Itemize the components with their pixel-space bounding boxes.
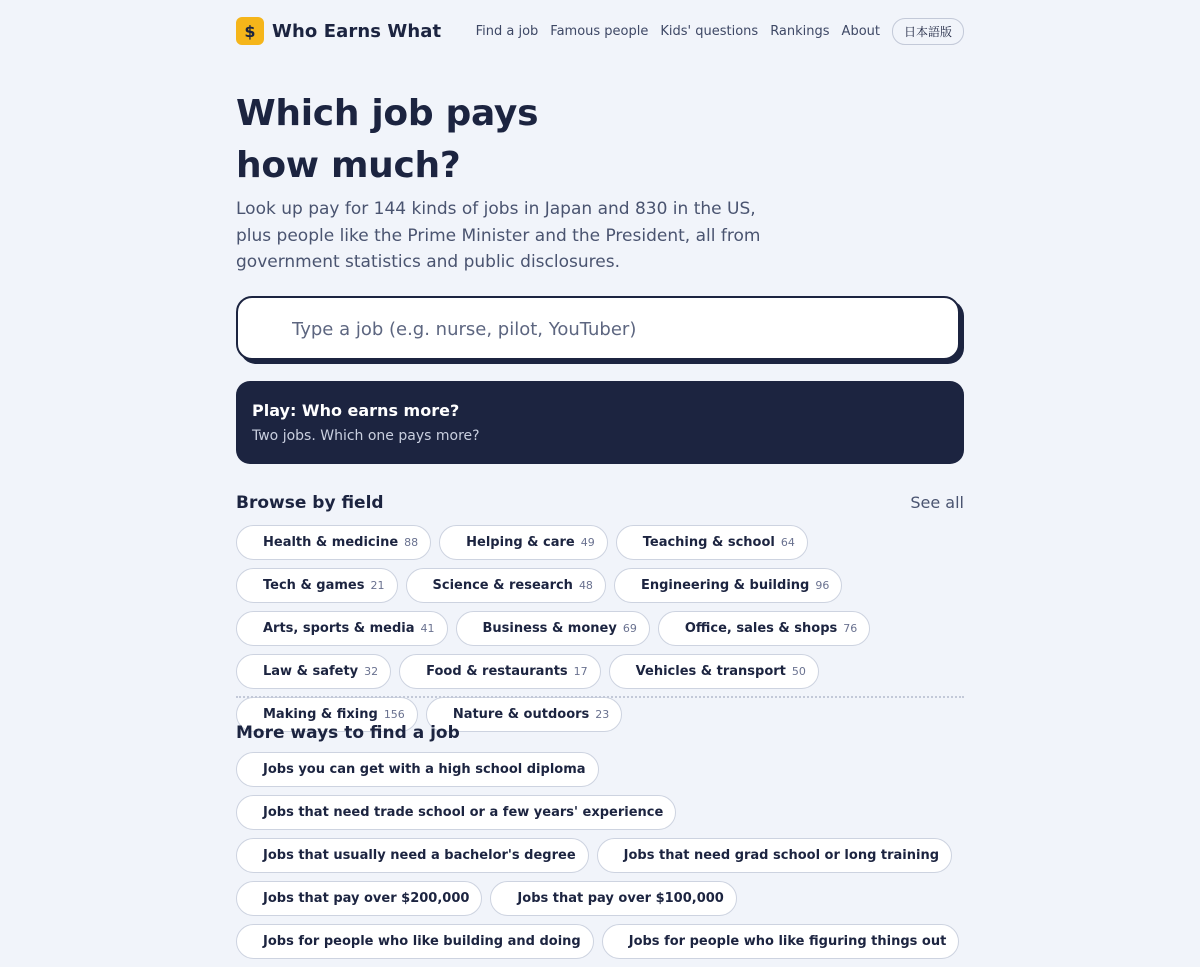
page-title bbox=[236, 88, 538, 192]
chip-count: 88 bbox=[404, 536, 419, 549]
see-all-link[interactable]: See all bbox=[910, 493, 964, 512]
more-chip-trade-school[interactable] bbox=[236, 795, 676, 830]
nav-famous-people[interactable]: Famous people bbox=[550, 24, 649, 39]
chip-label: Helping & care bbox=[466, 535, 575, 550]
more-ways-chip-list bbox=[236, 752, 976, 967]
chip-label: Office, sales & shops bbox=[684, 621, 838, 636]
site-header bbox=[236, 0, 964, 60]
job-search-input[interactable] bbox=[290, 298, 934, 360]
brand-link[interactable] bbox=[236, 17, 441, 45]
chip-label: Science & research bbox=[432, 578, 573, 593]
chip-count: 96 bbox=[815, 579, 830, 592]
chip-count: 64 bbox=[780, 536, 795, 549]
chip-label: Jobs for people who like figuring things out bbox=[628, 934, 947, 949]
chip-label: Food & restaurants bbox=[426, 664, 568, 679]
more-chip-over-200k[interactable] bbox=[236, 881, 482, 916]
nav-about[interactable]: About bbox=[841, 24, 880, 39]
game-title: Play: Who earns more? bbox=[252, 401, 460, 420]
main-nav bbox=[464, 18, 964, 45]
chip-count: 41 bbox=[420, 622, 435, 635]
chip-label: Jobs that usually need a bachelor's degree bbox=[263, 848, 576, 863]
more-chip-figuring-out[interactable] bbox=[602, 924, 960, 959]
field-chip-list bbox=[236, 525, 976, 740]
field-chip-teaching-school[interactable] bbox=[616, 525, 808, 560]
field-chip-vehicles-transport[interactable] bbox=[609, 654, 819, 689]
dollar-logo-icon: $ bbox=[236, 17, 264, 45]
more-ways-title: More ways to find a job bbox=[236, 723, 460, 743]
chip-count: 50 bbox=[791, 665, 806, 678]
chip-label: Arts, sports & media bbox=[263, 621, 415, 636]
chip-label: Teaching & school bbox=[642, 535, 775, 550]
field-chip-tech-games[interactable] bbox=[236, 568, 398, 603]
field-chip-health-medicine[interactable] bbox=[236, 525, 431, 560]
chip-label: Jobs you can get with a high school diploma bbox=[263, 762, 586, 777]
browse-by-field-title: Browse by field bbox=[236, 493, 384, 513]
field-chip-business-money[interactable] bbox=[456, 611, 650, 646]
chip-count: 32 bbox=[364, 665, 379, 678]
chip-label: Business & money bbox=[482, 621, 617, 636]
chip-label: Law & safety bbox=[263, 664, 359, 679]
page-title-line-2: how much? bbox=[236, 145, 461, 186]
language-toggle-button[interactable]: 日本語版 bbox=[892, 18, 964, 45]
chip-count: 23 bbox=[595, 708, 610, 721]
chip-count: 49 bbox=[580, 536, 595, 549]
chip-label: Making & fixing bbox=[263, 707, 378, 722]
nav-kids-questions[interactable]: Kids' questions bbox=[660, 24, 759, 39]
game-subtitle: Two jobs. Which one pays more? bbox=[252, 428, 480, 444]
nav-rankings[interactable]: Rankings bbox=[770, 24, 830, 39]
field-chip-food-restaurants[interactable] bbox=[399, 654, 601, 689]
nav-find-a-job[interactable]: Find a job bbox=[475, 24, 539, 39]
chip-count: 156 bbox=[383, 708, 405, 721]
more-chip-high-school[interactable] bbox=[236, 752, 599, 787]
more-chip-building-doing[interactable] bbox=[236, 924, 594, 959]
chip-label: Engineering & building bbox=[640, 578, 810, 593]
field-chip-office-sales-shops[interactable] bbox=[658, 611, 870, 646]
field-chip-law-safety[interactable] bbox=[236, 654, 391, 689]
page bbox=[236, 0, 964, 949]
chip-count: 69 bbox=[622, 622, 637, 635]
search-box bbox=[236, 296, 960, 360]
page-subtitle: Look up pay for 144 kinds of jobs in Japan and 830 in the US, plus people like the Prime Minister and the President, all from government statistics and public disclosures. bbox=[236, 199, 761, 272]
more-ways-header bbox=[236, 723, 964, 747]
field-chip-arts-sports-media[interactable] bbox=[236, 611, 448, 646]
more-chip-bachelors[interactable] bbox=[236, 838, 589, 873]
chip-count: 17 bbox=[573, 665, 588, 678]
chip-label: Jobs that need grad school or long training bbox=[623, 848, 940, 863]
chip-count: 76 bbox=[843, 622, 858, 635]
section-divider bbox=[236, 696, 964, 698]
field-chip-helping-care[interactable] bbox=[439, 525, 608, 560]
chip-label: Jobs that pay over $200,000 bbox=[263, 891, 470, 906]
chip-count: 48 bbox=[578, 579, 593, 592]
chip-label: Jobs that pay over $100,000 bbox=[517, 891, 724, 906]
page-title-line-1: Which job pays bbox=[236, 93, 539, 134]
brand-name: Who Earns What bbox=[272, 20, 442, 42]
field-chip-engineering-building[interactable] bbox=[614, 568, 842, 603]
who-earns-more-game-card[interactable] bbox=[236, 381, 964, 464]
more-chip-over-100k[interactable] bbox=[490, 881, 736, 916]
browse-by-field-header bbox=[236, 493, 964, 517]
chip-label: Vehicles & transport bbox=[635, 664, 786, 679]
chip-count: 21 bbox=[370, 579, 385, 592]
field-chip-science-research[interactable] bbox=[406, 568, 606, 603]
chip-label: Nature & outdoors bbox=[452, 707, 590, 722]
chip-label: Health & medicine bbox=[263, 535, 399, 550]
more-chip-grad-school[interactable] bbox=[597, 838, 952, 873]
chip-label: Jobs that need trade school or a few years' experience bbox=[263, 805, 664, 820]
chip-label: Tech & games bbox=[263, 578, 365, 593]
chip-label: Jobs for people who like building and doing bbox=[263, 934, 581, 949]
